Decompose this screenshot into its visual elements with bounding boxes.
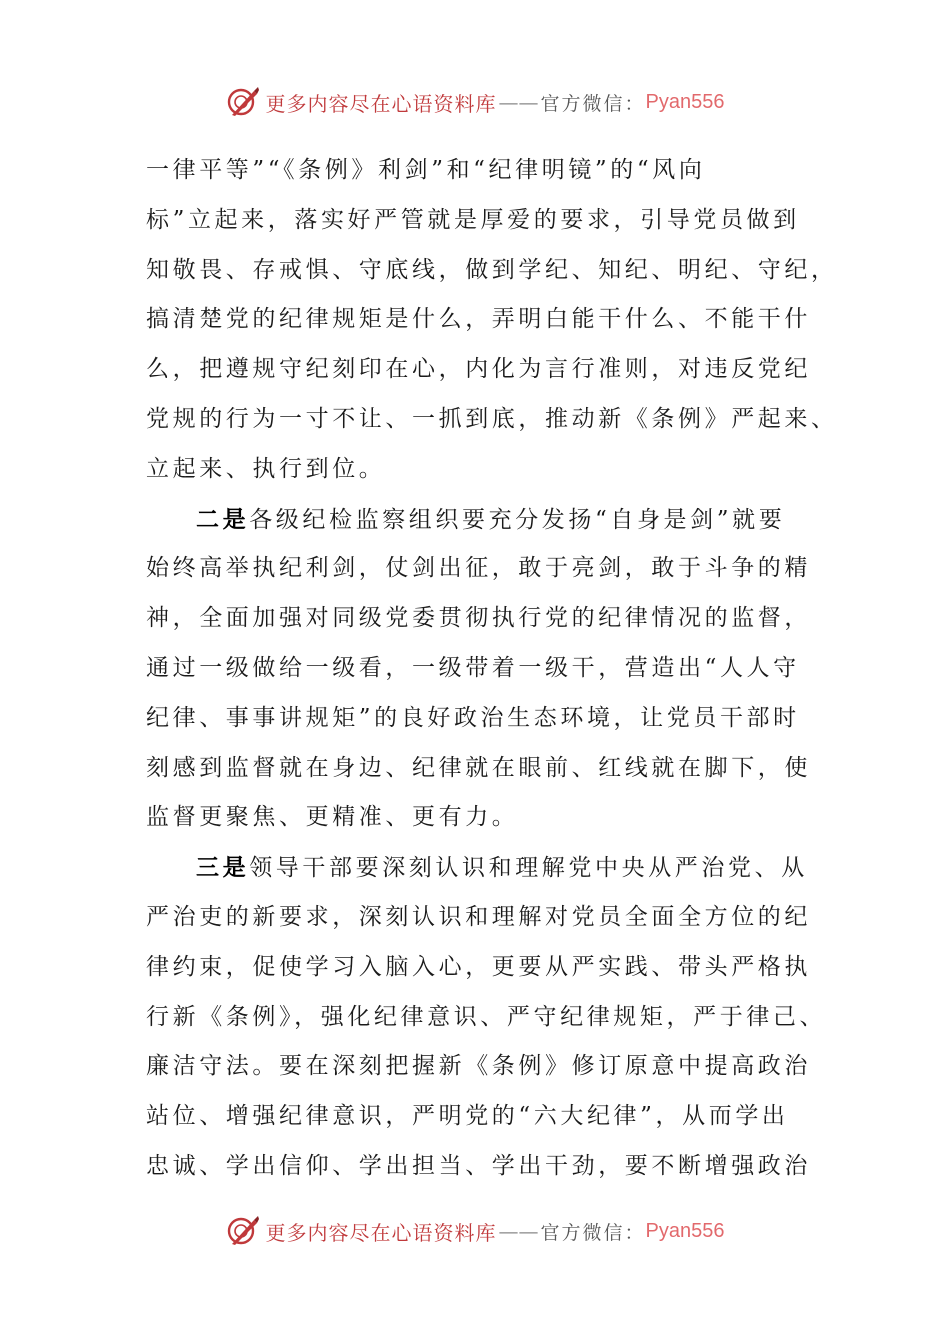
text-span: 领导干部要深刻认识和理解党中央从严治党、从 [249,855,808,882]
text-line: 刻感到监督就在身边、纪律就在眼前、红线就在脚下，使 [146,754,811,781]
text-line: 廉洁守法。要在深刻把握新《条例》修订原意中提高政治 [146,1053,811,1080]
text-line: 么，把遵规守纪刻印在心，内化为言行准则，对违反党纪 [146,356,811,383]
banner-text: 更多内容尽在心语资料库 [265,1220,497,1245]
paragraph-first-line [146,495,806,545]
text-line: 立起来、执行到位。 [146,455,386,482]
text-line: 监督更聚焦、更精准、更有力。 [146,804,519,831]
paragraph-lead-label: 二是 [196,505,250,533]
header-watermark-banner [0,82,950,122]
text-line: 纪律、事事讲规矩”的良好政治生态环境，让党员干部时 [146,704,800,731]
document-body [146,146,838,1192]
text-line: 神，全面加强对同级党委贯彻执行党的纪律情况的监督， [146,605,811,632]
pen-logo-icon [226,85,260,119]
paragraph-lead-label: 三是 [196,854,250,882]
banner-separator: —— [498,1219,539,1243]
banner-text: 更多内容尽在心语资料库 [265,91,497,116]
banner-wechat-label: 官方微信： [540,92,646,115]
paragraph-1 [146,146,838,495]
paragraph-3 [146,843,827,1192]
text-line: 律约束，促使学习入脑入心，更要从严实践、带头严格执 [146,953,811,980]
banner-wechat-label: 官方微信： [540,1221,646,1244]
text-line: 站位、增强纪律意识，严明党的“六大纪律”，从而学出 [146,1103,789,1130]
footer-watermark-banner [0,1211,950,1251]
banner-wechat-id: Pyan556 [645,90,725,113]
text-line: 始终高举执纪利剑，仗剑出征，敢于亮剑，敢于斗争的精 [146,555,811,582]
paragraph-2 [146,495,811,844]
text-line: 行新《条例》，强化纪律意识、严守纪律规矩，严于律己、 [146,1003,827,1030]
text-line: 严治吏的新要求，深刻认识和理解对党员全面全方位的纪 [146,903,811,930]
text-line: 通过一级做给一级看，一级带着一级干，营造出“人人守 [146,654,800,681]
text-line: 一律平等”“《条例》利剑”和“纪律明镜”的“风向 [146,157,706,183]
text-line: 知敬畏、存戒惧、守底线，做到学纪、知纪、明纪、守纪， [146,256,838,283]
banner-separator: —— [498,90,539,114]
text-line: 搞清楚党的纪律规矩是什么，弄明白能干什么、不能干什 [146,306,811,333]
text-line: 忠诚、学出信仰、学出担当、学出干劲，要不断增强政治 [146,1152,811,1179]
text-span: 各级纪检监察组织要充分发扬“自身是剑”就要 [249,506,786,533]
text-line: 党规的行为一寸不让、一抓到底，推动新《条例》严起来、 [146,405,838,432]
pen-logo-icon [226,1214,260,1248]
banner-wechat-id: Pyan556 [645,1219,725,1242]
text-line: 标”立起来，落实好严管就是厚爱的要求，引导党员做到 [146,206,800,233]
paragraph-first-line [146,843,806,893]
